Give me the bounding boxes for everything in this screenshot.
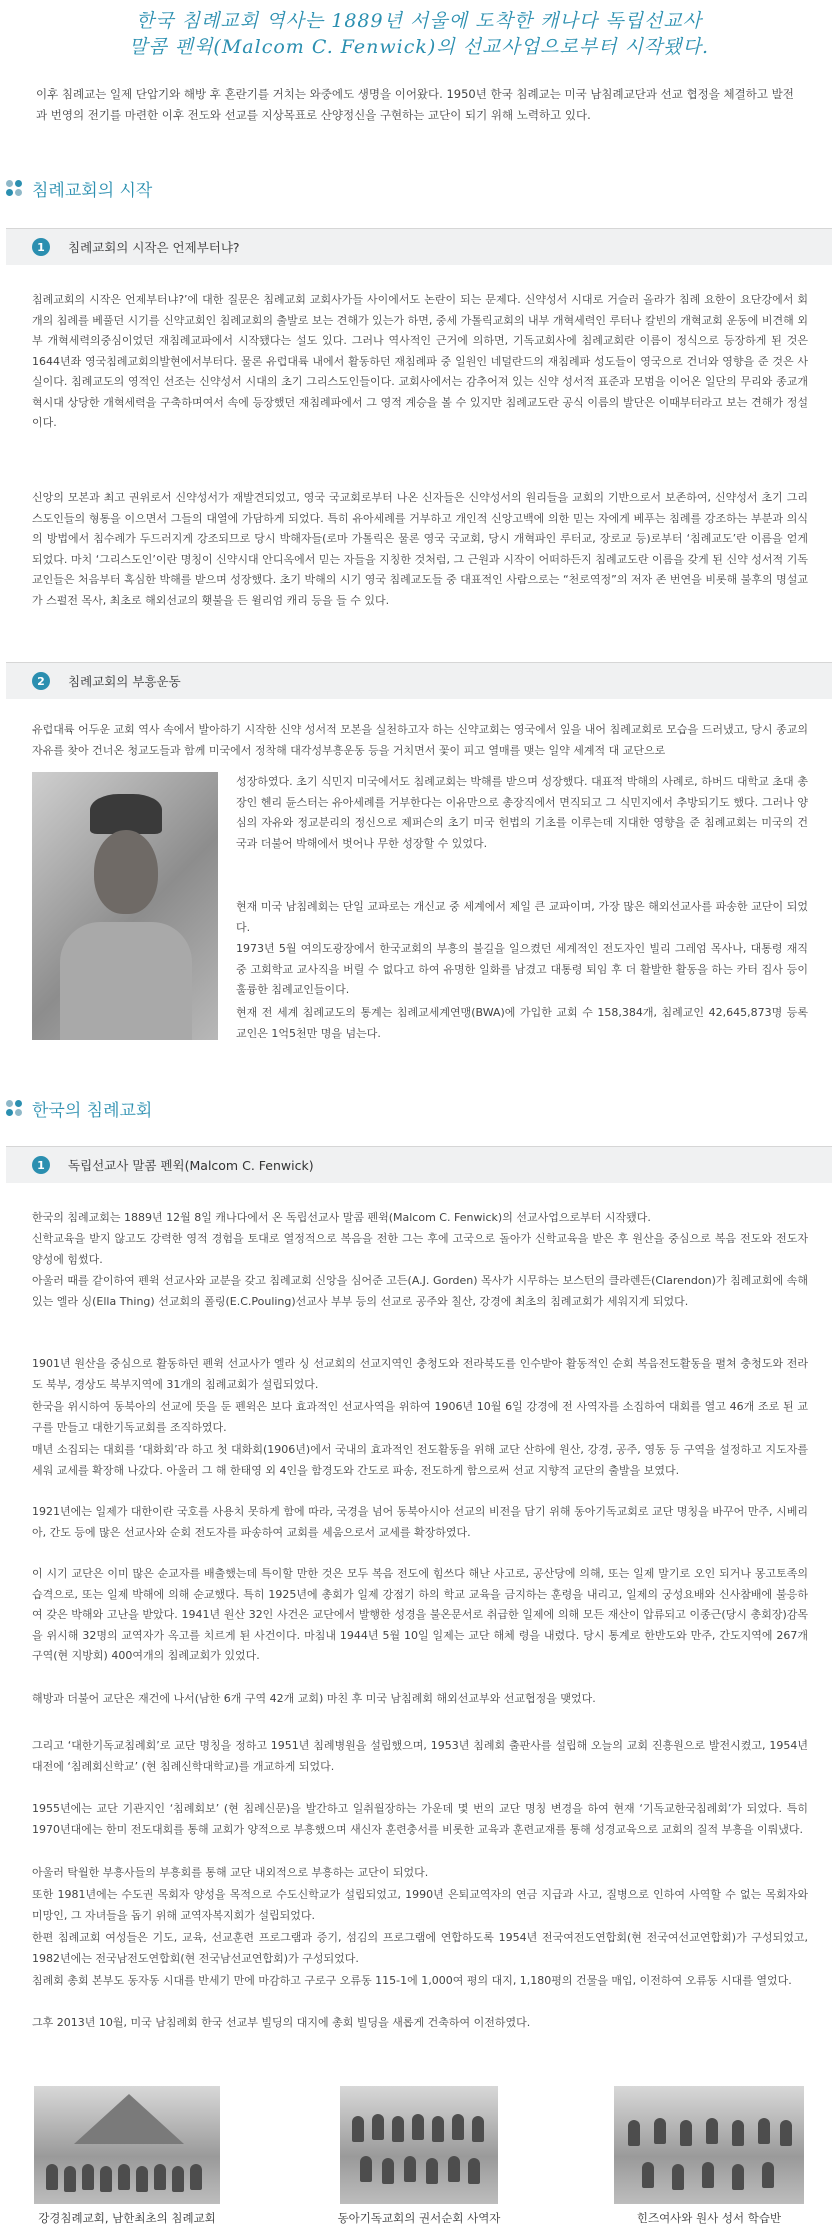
person-figure: [680, 2120, 692, 2146]
subsection-title: 독립선교사 말콤 펜윅(Malcom C. Fenwick): [68, 1158, 314, 1173]
subsection-bar-fenwick: [6, 1146, 832, 1183]
section-title: 침례교회의 시작: [32, 181, 153, 201]
person-figure: [762, 2162, 774, 2188]
paragraph: 현재 전 세계 침례교도의 통계는 침례교세계연맹(BWA)에 가입한 교회 수 158,384개, 침례교인 42,645,873명 등록 교인은 1억5천만 명을 넘는다.: [236, 1006, 808, 1040]
paragraph: 한국을 위시하여 동북아의 선교에 뜻을 둔 펜윅은 보다 효과적인 선교사역을 위하여 1906년 10월 6일 강경에 전 사역자를 소집하여 대회를 열고 46개 조로 된 교구를 만들고 대한기독교회를 조직하였다.: [32, 1400, 808, 1434]
person-figure: [46, 2164, 58, 2190]
number-badge: 2: [32, 672, 50, 690]
paragraph: 1955년에는 교단 기관지인 ‘침례회보’ (현 침례신문)을 발간하고 일취월장하는 가운데 몇 번의 교단 명칭 변경을 하여 현재 ‘기독교한국침례회’가 되었다. 특히 1970년대에는 한미 전도대회를 통해 교회가 양적으로 부흥했으며 새신자 훈련충서를 비롯한 교육과 훈련교재를 통해 성경교육으로 교회의 질적 부흥을 이뤄냈다.: [32, 1802, 808, 1836]
person-figure: [426, 2158, 438, 2184]
person-figure: [468, 2158, 480, 2184]
subsection-bar-1: [6, 228, 832, 265]
section-heading-korean-baptist: [6, 1096, 152, 1121]
portrait-photo: [32, 772, 218, 1040]
paragraph: 1921년에는 일제가 대한이란 국호를 사용치 못하게 함에 따라, 국경을 넘어 동북아시아 선교의 비전을 담기 위해 동아기독교회로 교단 명칭을 바꾸어 만주, 시베리아, 간도 등에 많은 선교사와 순회 전도자를 파송하여 교회를 세움으로서 교세를 확장하였다.: [32, 1505, 808, 1539]
person-figure: [448, 2156, 460, 2182]
subsection-title: 침례교회의 부흥운동: [68, 674, 181, 689]
person-figure: [382, 2158, 394, 2184]
paragraph: 이 시기 교단은 이미 많은 순교자를 배출했는데 특이할 만한 것은 모두 복음 전도에 힘쓰다 해난 사고로, 공산당에 의해, 또는 일제 말기로 오인 되거나 몽고토족의 습격으로, 또는 일제 박해에 의해 순교했다. 특히 1925년에 총회가 일제 강점기 하의 학교 교육을 금지하는 훈령을 내리고, 일제의 궁성요배와 신사참배에 불응하여 갖은 박해와 고난을 받았다. 1941년 원산 32인 사건은 교단에서 발행한 성경을 불온문서로 취급한 일제에 의해 모든 재산이 압류되고 이종근(당시 총회장)감목을 위시해 32명의 교역자가 옥고를 치르게 된 사건이다. 마침내 1944년 5월 10일 일제는 교단 해체 령을 내렸다. 당시 통계로 한반도와 만주, 간도지역에 267개 구역(현 지방회) 400여개의 침례교회가 있었다.: [32, 1567, 808, 1662]
person-figure: [118, 2164, 130, 2190]
person-figure: [732, 2120, 744, 2146]
section-heading-baptist-start: [6, 176, 152, 201]
paragraph: 해방과 더불어 교단은 재건에 나서(남한 6개 구역 42개 교회) 마친 후 미국 남침례회 해외선교부와 선교협정을 맺었다.: [32, 1692, 596, 1705]
person-figure: [154, 2164, 166, 2190]
paragraph: 1973년 5월 여의도광장에서 한국교회의 부흥의 불길을 일으켰던 세계적인 전도자인 빌리 그레엄 목사나, 대통령 재직 중 고회학교 교사직을 버릴 수 없다고 하여 유명한 일화를 남겼고 대통령 퇴임 후 더 활발한 활동을 하는 카터 집사 등이 훌륭한 침례교인들이다.: [236, 942, 808, 996]
paragraph: 성장하였다. 초기 식민지 미국에서도 침례교회는 박해를 받으며 성장했다. 대표적 박해의 사례로, 하버드 대학교 초대 총장인 헨리 듄스터는 유아세례를 거부한다는 이유만으로 총장직에서 면직되고 그 식민지에서 추방되기도 했다. 그러나 양심의 자유와 정교분리의 정신으로 제퍼슨의 초기 미국 헌법의 기초를 이루는데 지대한 영향을 준 침례교회는 미국의 건국과 더불어 박해에서 벗어나 무한 성장할 수 있었다.: [236, 775, 808, 850]
number-badge: 1: [32, 1156, 50, 1174]
person-figure: [392, 2116, 404, 2142]
number-badge: 1: [32, 238, 50, 256]
section-dots-icon: [6, 1100, 24, 1118]
section-title: 한국의 침례교회: [32, 1101, 153, 1121]
body-shape: [60, 922, 192, 1040]
face-shape: [94, 830, 158, 914]
person-figure: [672, 2164, 684, 2190]
roof-shape: [74, 2094, 184, 2144]
paragraph: 또한 1981년에는 수도권 목회자 양성을 목적으로 수도신학교가 설립되었고, 1990년 은퇴교역자의 연금 지급과 사고, 질병으로 인하여 사역할 수 없는 목회자와 미망인, 그 자녀들을 돕기 위해 교역자복지회가 설립되었다.: [32, 1888, 808, 1922]
person-figure: [404, 2156, 416, 2182]
person-figure: [372, 2114, 384, 2140]
gallery-photo-bible-class: [614, 2086, 804, 2204]
gallery-caption: 힌즈여사와 원사 성서 학습반: [636, 2211, 782, 2225]
subsection-bar-2: [6, 662, 832, 699]
paragraph: 그후 2013년 10월, 미국 남침례회 한국 선교부 빌딩의 대지에 총회 빌딩을 새롭게 건축하여 이전하였다.: [32, 2016, 531, 2029]
hat-shape: [90, 794, 162, 834]
paragraph: 신학교육을 받지 않고도 강력한 영적 경험을 토대로 열정적으로 복음을 전한 그는 후에 고국으로 돌아가 신학교육을 받은 후 원산을 중심으로 복음 전도와 전도자 양성에 힘썼다.: [32, 1232, 808, 1266]
paragraph: 침례교회의 시작은 언제부터냐?’에 대한 질문은 침례교회 교회사가들 사이에서도 논란이 되는 문제다. 신약성서 시대로 거슬러 올라가 침례 요한이 요단강에서 회개의 침례를 베풀던 시기를 신약교회인 침례교회의 출발로 보는 견해가 있는가 하면, 중세 가톨릭교회의 내부 개혁세력인 루터나 칼빈의 개혁교회 운동에 비견해 외부 개혁세력의중심이었던 재침례교파에서 시작됐다는 설도 있다. 그러나 역사적인 근거에 의하면, 기독교회사에 침례교회란 이름이 정식으로 등장하게 된 것은 1644년좌 영국침례교회의발현에서부터다. 물론 유럽대륙 내에서 활동하던 재침례파 중 일원인 네덜란드의 재침례파 성도들이 영국으로 건너와 영향을 준 것은 사실이다. 침례교도의 영적인 선조는 신약성서 시대의 초기 그리스도인들이다. 교회사에서는 감추어져 있는 신약 성서적 표준과 모범을 이어온 일단의 무리와 종교개혁시대 상당한 개혁세력을 구축하며여서 속에 등장했던 재침례파에서 그 영적 계승을 볼 수 있지만 침례교도란 공식 이름의 발단은 이때부터라고 보는 견해가 정설이다.: [32, 293, 808, 429]
person-figure: [758, 2118, 770, 2144]
paragraph: 1901년 원산을 중심으로 활동하던 펜윅 선교사가 엘라 싱 선교회의 선교지역인 충청도와 전라북도를 인수받아 활동적인 순회 복음전도활동을 펼쳐 충청도와 전라도 북부, 경상도 북부지역에 31개의 침례교회가 설립되었다.: [32, 1357, 808, 1391]
paragraph: 침례회 총회 본부도 동자동 시대를 반세기 만에 마감하고 구로구 오류동 115-1에 1,000여 평의 대지, 1,180평의 건물을 매입, 이전하여 오류동 시대를 열었다.: [32, 1974, 792, 1987]
paragraph: 그리고 ‘대한기독교침례회’로 교단 명칭을 정하고 1951년 침례병원을 설립했으며, 1953년 침례회 출판사를 설립해 오늘의 교회 진흥원으로 발전시켰고, 1954년 대전에 ‘침례회신학교’ (현 침례신학대학교)를 개교하게 되었다.: [32, 1739, 808, 1773]
person-figure: [472, 2116, 484, 2142]
paragraph: 아울러 탁월한 부흥사들의 부흥회를 통해 교단 내외적으로 부흥하는 교단이 되었다.: [32, 1866, 429, 1879]
person-figure: [412, 2114, 424, 2140]
person-figure: [82, 2164, 94, 2190]
paragraph: 현재 미국 남침례회는 단일 교파로는 개신교 중 세계에서 제일 큰 교파이며, 가장 많은 해외선교사를 파송한 교단이 되었다.: [236, 900, 808, 934]
gallery-photo-church: [34, 2086, 220, 2204]
person-figure: [654, 2118, 666, 2144]
gallery-photo-workers: [340, 2086, 498, 2204]
person-figure: [172, 2166, 184, 2192]
person-figure: [732, 2164, 744, 2190]
section-dots-icon: [6, 180, 24, 198]
person-figure: [64, 2166, 76, 2192]
paragraph: 유럽대륙 어두운 교회 역사 속에서 발아하기 시작한 신약 성서적 모본을 실천하고자 하는 신약교회는 영국에서 잎을 내어 침례교회로 모습을 드러냈고, 당시 종교의 자유를 찾아 건너온 청교도들과 함께 미국에서 정착해 대각성부흥운동 등을 거치면서 꽃이 피고 열매를 맺는 일약 세계적 대 교단으로: [32, 723, 808, 757]
gallery-caption: 동아기독교회의 권서순회 사역자: [337, 2211, 501, 2225]
person-figure: [780, 2120, 792, 2146]
person-figure: [642, 2162, 654, 2188]
paragraph: 매년 소집되는 대회를 ‘대화회’라 하고 첫 대화회(1906년)에서 국내의 효과적인 전도활동을 위해 교단 산하에 원산, 강경, 공주, 영동 등 구역을 설정하고 지도자를 세워 교세를 확장해 나갔다. 아울러 그 해 한태영 외 4인을 함경도와 간도로 파송, 전도하게 함으로써 선교 지향적 교단의 출발을 보였다.: [32, 1443, 808, 1477]
intro-paragraph: 이후 침례교는 일제 단압기와 해방 후 혼란기를 거치는 와중에도 생명을 이어왔다. 1950년 한국 침례교는 미국 남침례교단과 선교 협정을 체결하고 발전과 번영의 전기를 마련한 이후 전도와 선교를 지상목표로 산양정신을 구현하는 교단이 되기 위해 노력하고 있다.: [36, 87, 794, 122]
person-figure: [702, 2162, 714, 2188]
paragraph: 아울러 때를 같이하여 펜윅 선교사와 교분을 갖고 침례교회 신앙을 심어준 고든(A.J. Gorden) 목사가 시무하는 보스턴의 클라렌든(Clarendon)가 침례교회에 속해 있는 엘라 싱(Ella Thing) 선교회의 폴링(E.C.Pouling)선교사 부부 등의 선교로 공주와 칠산, 강경에 최초의 침례교회가 세워지게 되었다.: [32, 1274, 808, 1308]
header-line-1: 한국 침례교회 역사는 1889년 서울에 도착한 캐나다 독립선교사: [135, 10, 703, 32]
person-figure: [136, 2166, 148, 2192]
paragraph: 한국의 침례교회는 1889년 12월 8일 캐나다에서 온 독립선교사 말콤 펜윅(Malcom C. Fenwick)의 선교사업으로부터 시작됐다.: [32, 1211, 651, 1224]
person-figure: [706, 2118, 718, 2144]
person-figure: [628, 2120, 640, 2146]
subsection-title: 침례교회의 시작은 언제부터냐?: [68, 240, 240, 255]
paragraph: 신앙의 모본과 최고 권위로서 신약성서가 재발견되었고, 영국 국교회로부터 나온 신자들은 신약성서의 원리들을 교회의 기반으로서 보존하여, 신약성서 초기 그리스도인들의 형통을 이으면서 그들의 대열에 가담하게 되었다. 특히 유아세례를 거부하고 개인적 신앙고백에 의한 믿는 자에게 베푸는 침례를 강조하는 부분과 의식의 방법에서 침수례가 두드러지게 강조되므로 당시 박해자들(로마 가톨릭은 물론 영국 국교회, 당시 개혁파인 루터교, 장로교 등)로부터 ‘침례교도’란 이름을 얻게 되었다. 마치 ‘그리스도인’이란 명칭이 신약시대 안디옥에서 믿는 자들을 지칭한 것처럼, 그 근원과 시작이 어떠하든지 침례교도란 이름을 갖게 된 신약 성서적 기독교인들은 처음부터 혹심한 박해를 받으며 성장했다. 초기 박해의 시기 영국 침례교도들 중 대표적인 사람으로는 “천로역정”의 저자 존 번연을 비롯해 불후의 명설교가 스펄전 목사, 최초로 해외선교의 횃불을 든 윌리엄 캐리 등을 들 수 있다.: [32, 491, 808, 607]
gallery-caption: 강경침례교회, 남한최초의 침례교회: [38, 2211, 216, 2225]
paragraph: 한편 침례교회 여성들은 기도, 교육, 선교훈련 프로그램과 증기, 섬김의 프로그램에 연합하도록 1954년 전국여전도연합회(현 전국여선교연합회)가 구성되었고, 1982년에는 전국남전도연합회(현 전국남선교연합회)가 구성되었다.: [32, 1931, 808, 1965]
person-figure: [100, 2166, 112, 2192]
header-line-2: 말콤 펜윅(Malcom C. Fenwick)의 선교사업으로부터 시작됐다.: [128, 36, 710, 58]
person-figure: [190, 2164, 202, 2190]
person-figure: [360, 2156, 372, 2182]
person-figure: [452, 2114, 464, 2140]
person-figure: [352, 2116, 364, 2142]
person-figure: [432, 2116, 444, 2142]
